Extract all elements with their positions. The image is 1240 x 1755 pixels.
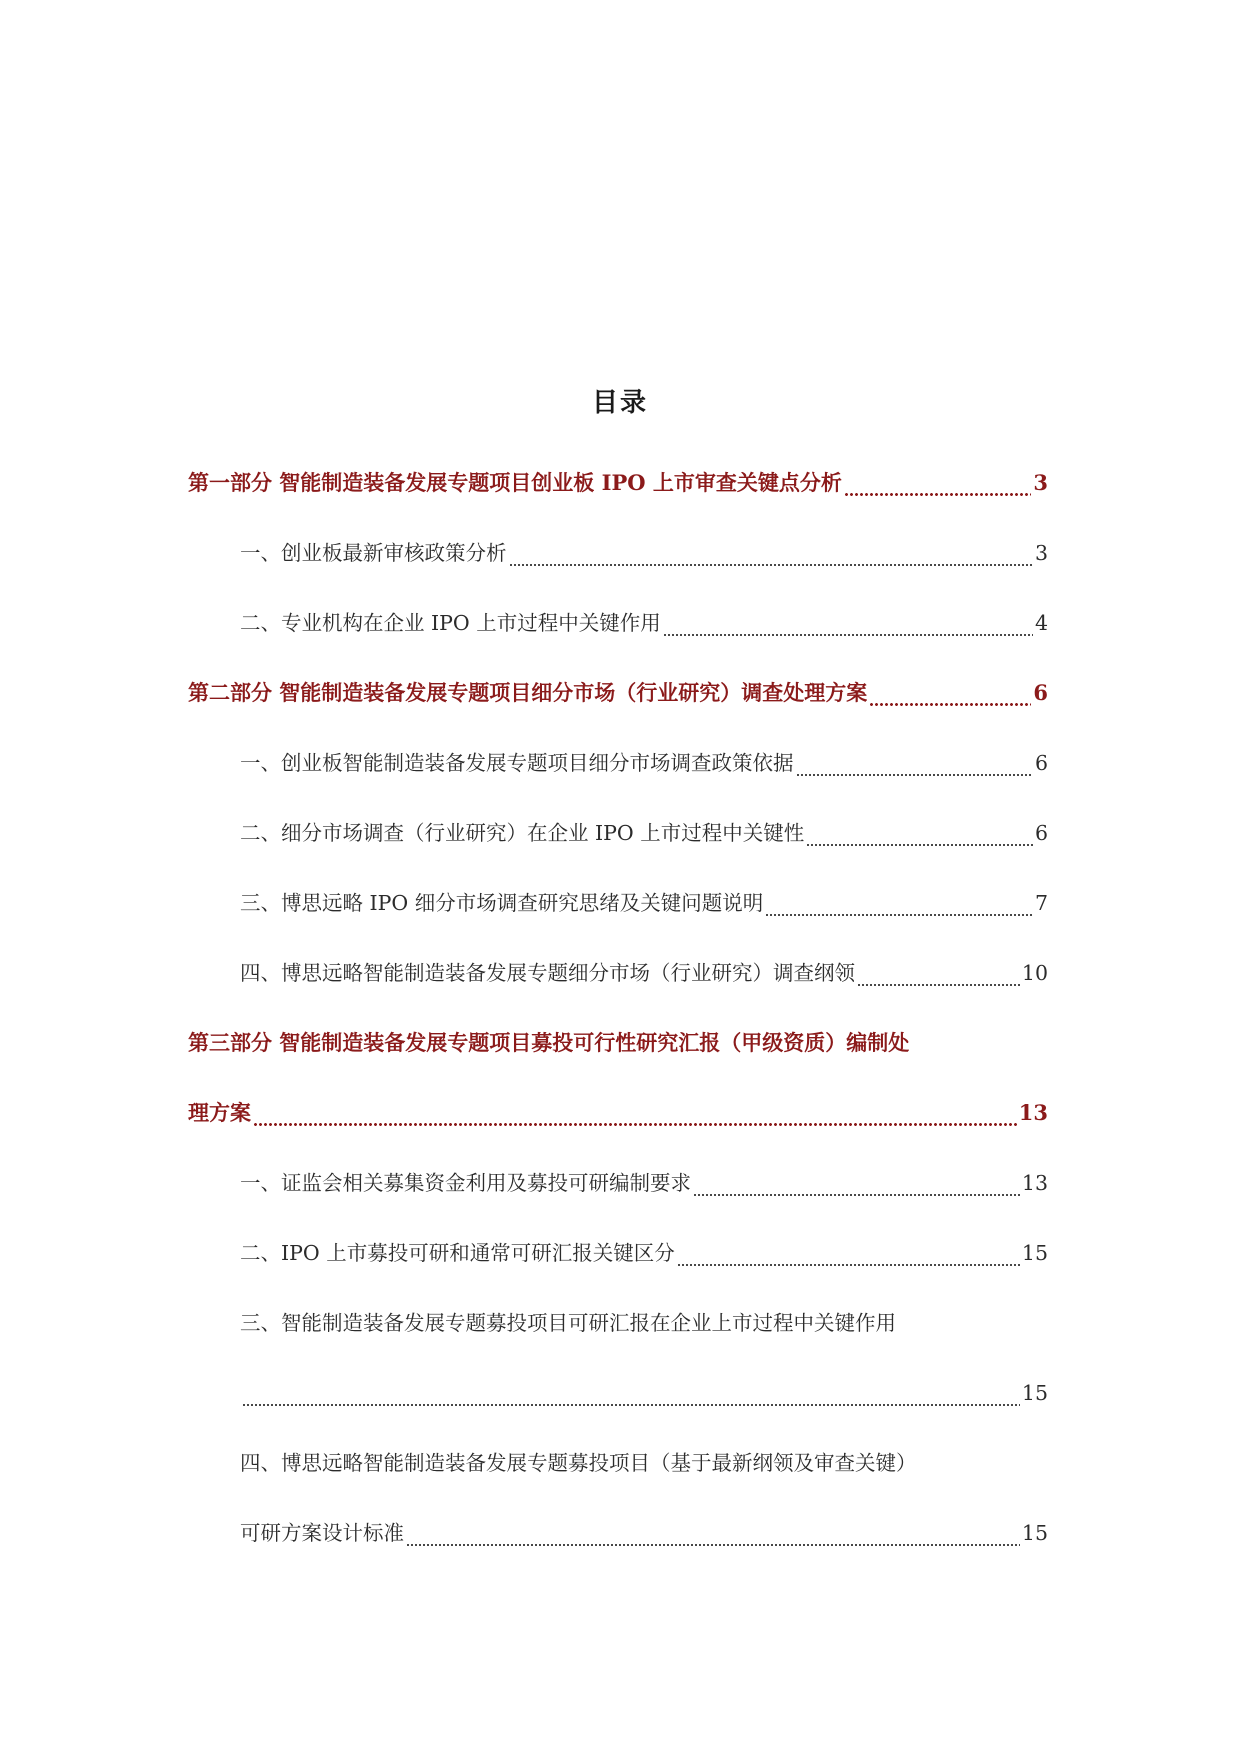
toc-entry-label: 三、博思远略 IPO 细分市场调查研究思绪及关键问题说明 (240, 891, 764, 915)
toc-entry-label: 一、证监会相关募集资金利用及募投可研编制要求 (240, 1171, 691, 1195)
toc-entry-label: 一、创业板智能制造装备发展专题项目细分市场调查政策依据 (240, 751, 794, 775)
toc-entry-page: 6 (1034, 751, 1048, 775)
toc-entry-3-2[interactable] (188, 1218, 1048, 1288)
toc-entry-label: 一、创业板最新审核政策分析 (240, 541, 507, 565)
toc-part-1-page: 3 (1033, 470, 1048, 495)
toc-entry-label: 三、智能制造装备发展专题募投项目可研汇报在企业上市过程中关键作用 (240, 1311, 896, 1335)
dot-leader (806, 844, 1033, 846)
toc-entry-2-1[interactable] (188, 728, 1048, 798)
dot-leader (253, 1123, 1017, 1126)
toc-part-1-label: 第一部分 智能制造装备发展专题项目创业板 IPO 上市审查关键点分析 (188, 470, 842, 495)
dot-leader (663, 634, 1033, 636)
toc-entry-page: 15 (1021, 1241, 1048, 1265)
toc-part-3-label-cont: 理方案 (188, 1100, 251, 1125)
toc-entry-page: 4 (1034, 611, 1048, 635)
toc-entry-1-2[interactable] (188, 588, 1048, 658)
dot-leader (406, 1544, 1020, 1546)
toc-title: 目录 (591, 388, 648, 418)
toc-entry-3-1[interactable] (188, 1148, 1048, 1218)
dot-leader (242, 1404, 1020, 1406)
toc-part-2[interactable] (188, 658, 1048, 728)
toc-part-3-page: 13 (1018, 1100, 1048, 1125)
toc-entry-3-3[interactable] (188, 1288, 1048, 1358)
toc-entry-label: 四、博思远略智能制造装备发展专题募投项目（基于最新纲领及审查关键） (240, 1451, 917, 1475)
dot-leader (765, 914, 1033, 916)
dot-leader (677, 1264, 1020, 1266)
toc-entry-label: 四、博思远略智能制造装备发展专题细分市场（行业研究）调查纲领 (240, 961, 855, 985)
toc-part-3-continued[interactable] (188, 1078, 1048, 1148)
dot-leader (509, 564, 1033, 566)
toc-entry-3-3-continued[interactable] (188, 1358, 1048, 1428)
toc-entry-label: 二、细分市场调查（行业研究）在企业 IPO 上市过程中关键性 (240, 821, 805, 845)
toc-entry-page: 15 (1021, 1381, 1048, 1405)
toc-entry-page: 15 (1021, 1521, 1048, 1545)
toc-entry-label-cont: 可研方案设计标准 (240, 1521, 404, 1545)
dot-leader (869, 703, 1031, 706)
toc-part-1[interactable] (188, 448, 1048, 518)
toc-part-3-label: 第三部分 智能制造装备发展专题项目募投可行性研究汇报（甲级资质）编制处 (188, 1030, 910, 1055)
toc-entry-2-4[interactable] (188, 938, 1048, 1008)
toc-entry-3-4-continued[interactable] (188, 1498, 1048, 1568)
toc-part-2-page: 6 (1033, 680, 1048, 705)
toc-part-3[interactable] (188, 1008, 1048, 1078)
toc-entry-1-1[interactable] (188, 518, 1048, 588)
toc-entry-page: 10 (1021, 961, 1048, 985)
dot-leader (796, 774, 1033, 776)
toc-entry-3-4[interactable] (188, 1428, 1048, 1498)
toc-entry-label: 二、专业机构在企业 IPO 上市过程中关键作用 (240, 611, 661, 635)
table-of-contents (188, 448, 1048, 1568)
toc-entry-2-2[interactable] (188, 798, 1048, 868)
dot-leader (693, 1194, 1020, 1196)
dot-leader (857, 984, 1020, 986)
toc-part-2-label: 第二部分 智能制造装备发展专题项目细分市场（行业研究）调查处理方案 (188, 680, 868, 705)
dot-leader (844, 493, 1032, 496)
toc-entry-page: 3 (1034, 541, 1048, 565)
toc-entry-page: 6 (1034, 821, 1048, 845)
toc-entry-2-3[interactable] (188, 868, 1048, 938)
toc-entry-page: 13 (1021, 1171, 1048, 1195)
toc-entry-page: 7 (1034, 891, 1048, 915)
toc-entry-label: 二、IPO 上市募投可研和通常可研汇报关键区分 (240, 1241, 675, 1265)
